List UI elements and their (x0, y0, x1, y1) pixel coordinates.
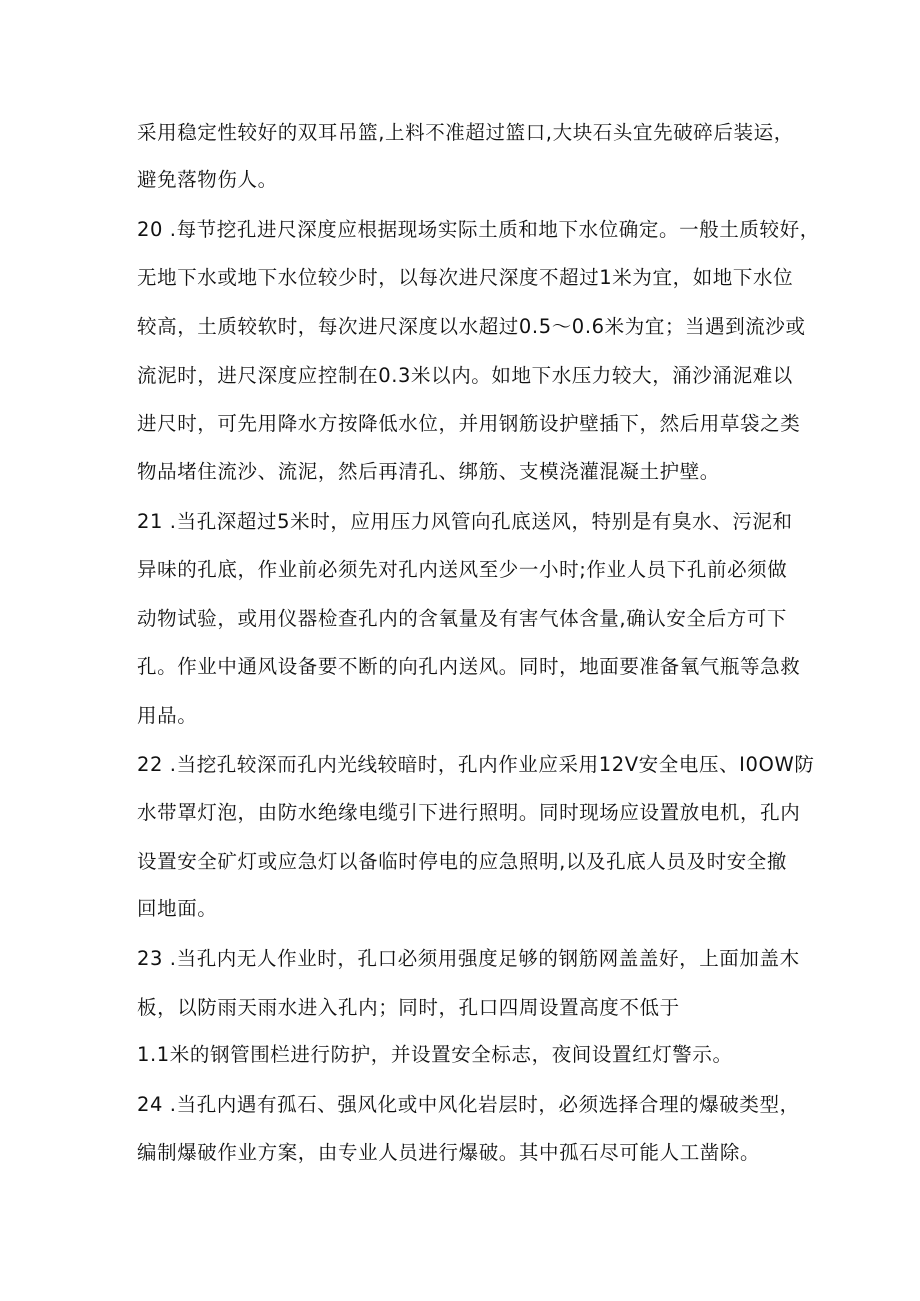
text-line: 流泥时，进尺深度应控制在0.3米以内。如地下水压力较大，涌沙涌泥难以 (137, 364, 793, 387)
text-line: 孔。作业中通风设备要不断的向孔内送风。同时，地面要准备氧气瓶等急救 (137, 655, 801, 678)
text-line: 较高，土质较软时，每次进尺深度以水超过0.5～0.6米为宜；当遇到流沙或 (137, 315, 806, 338)
text-line: 进尺时，可先用降水方按降低水位，并用钢筋设护壁插下，然后用草袋之类 (137, 412, 801, 435)
text-line: 编制爆破作业方案，由专业人员进行爆破。其中孤石尽可能人工凿除。 (137, 1141, 761, 1164)
text-line: 24 .当孔内遇有孤石、强风化或中风化岩层时，必须选择合理的爆破类型， (137, 1093, 800, 1116)
text-line: 动物试验，或用仪器检查孔内的含氧量及有害气体含量,确认安全后方可下 (137, 607, 787, 630)
text-line: 避免落物伤人。 (137, 168, 278, 191)
text-line: 水带罩灯泡，由防水绝缘电缆引下进行照明。同时现场应设置放电机，孔内 (137, 801, 801, 824)
text-line: 板，以防雨天雨水进入孔内；同时，孔口四周设置高度不低于 (137, 996, 680, 1019)
text-line: 20 .每节挖孔进尺深度应根据现场实际土质和地下水位确定。一般土质较好， (137, 218, 820, 241)
text-line: 无地下水或地下水位较少时，以每次进尺深度不超过1米为宜，如地下水位 (137, 266, 794, 289)
text-line: 设置安全矿灯或应急灯以备临时停电的应急照明,以及孔底人员及时安全撤 (137, 850, 787, 873)
text-line: 异味的孔底，作业前必须先对孔内送风至少一小时;作业人员下孔前必须做 (137, 558, 788, 581)
text-line: 回地面。 (137, 897, 218, 920)
text-line: 物品堵住流沙、流泥，然后再清孔、绑筋、支模浇灌混凝土护壁。 (137, 460, 720, 483)
text-line: 22 .当挖孔较深而孔内光线较暗时，孔内作业应采用12V安全电压、I0OW防 (137, 753, 815, 776)
text-line: 21 .当孔深超过5米时，应用压力风管向孔底送风，特别是有臭水、污泥和 (137, 510, 793, 533)
text-line: 23 .当孔内无人作业时，孔口必须用强度足够的钢筋网盖盖好，上面加盖木 (137, 947, 800, 970)
text-line: 1.1米的钢管围栏进行防护，并设置安全标志，夜间设置红灯警示。 (137, 1043, 733, 1066)
text-line: 用品。 (137, 704, 198, 727)
text-line: 采用稳定性较好的双耳吊篮,上料不准超过篮口,大块石头宜先破碎后装运， (137, 121, 794, 144)
